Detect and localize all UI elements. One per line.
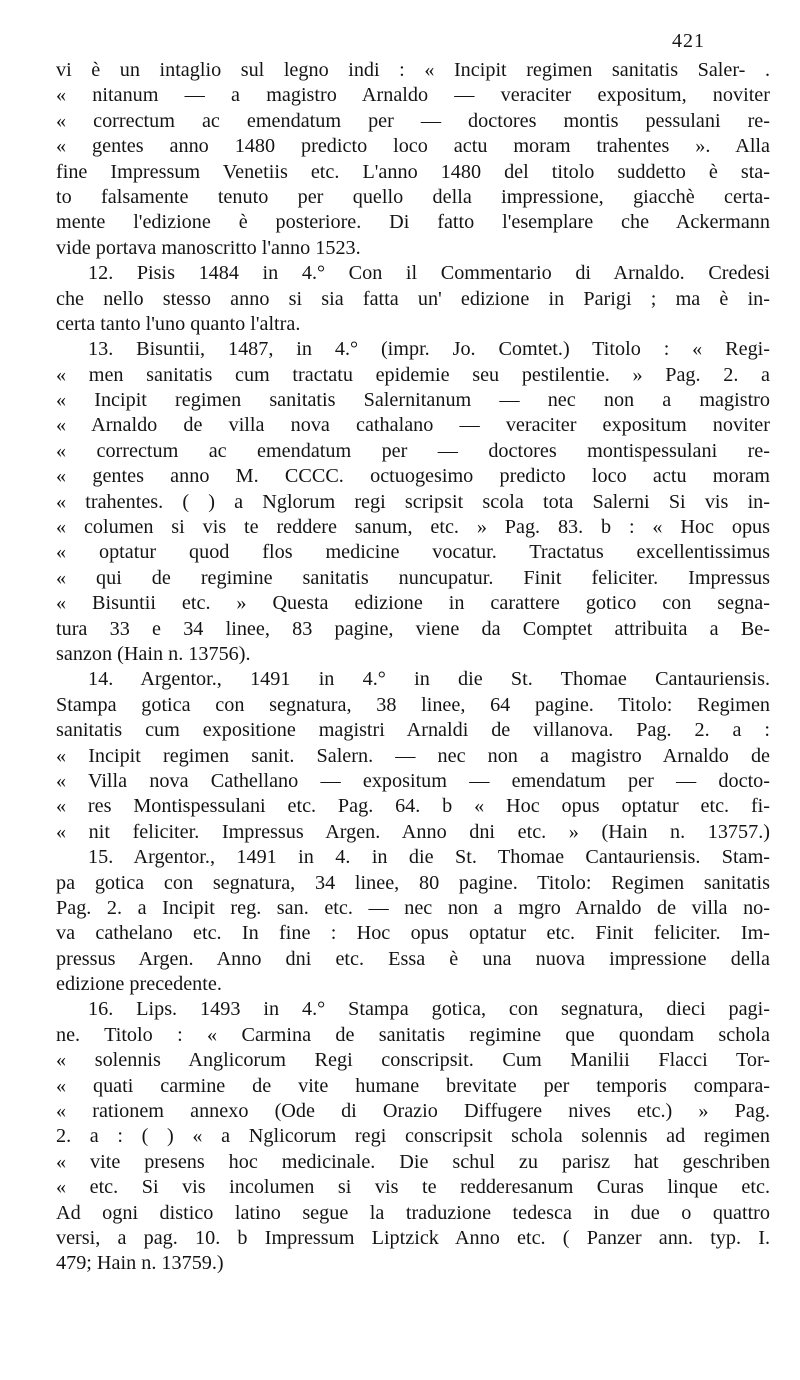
text-line: « solennis Anglicorum Regi conscripsit. Cum Manilii Flacci Tor- — [56, 1049, 770, 1072]
text-line: tura 33 e 34 linee, 83 pagine, viene da Comptet attribuita a Be- — [56, 617, 770, 640]
text-line: Stampa gotica con segnatura, 38 linee, 64 pagine. Titolo: Regimen — [56, 693, 770, 716]
text-line: « optatur quod flos medicine vocatur. Tractatus excellentissimus — [56, 541, 770, 564]
text-line: sanitatis cum expositione magistri Arnaldi de villanova. Pag. 2. a : — [56, 719, 770, 742]
text-line: pressus Argen. Anno dni etc. Essa è una nuova impressione della — [56, 947, 770, 970]
text-line: sanzon (Hain n. 13756). — [56, 642, 251, 665]
text-line: 16. Lips. 1493 in 4.° Stampa gotica, con segnatura, dieci pagi- — [88, 998, 770, 1021]
text-line: to falsamente tenuto per quello della impressione, giacchè certa- — [56, 185, 770, 208]
text-line: 15. Argentor., 1491 in 4. in die St. Thomae Cantauriensis. Stam- — [88, 846, 770, 869]
text-line: 2. a : ( ) « a Nglicorum regi conscripsit schola solennis ad regimen — [56, 1125, 770, 1148]
text-line: certa tanto l'uno quanto l'altra. — [56, 312, 301, 335]
text-line: « Bisuntii etc. » Questa edizione in carattere gotico con segna- — [56, 592, 770, 615]
text-line: « quati carmine de vite humane brevitate per temporis compara- — [56, 1074, 770, 1097]
text-line: « nitanum — a magistro Arnaldo — veraciter expositum, noviter — [56, 84, 770, 107]
text-line: Ad ogni distico latino segue la traduzione tedesca in due o quattro — [56, 1201, 770, 1224]
text-line: « Incipit regimen sanitatis Salernitanum — nec non a magistro — [56, 389, 770, 412]
text-line: « nit feliciter. Impressus Argen. Anno dni etc. » (Hain n. 13757.) — [56, 820, 770, 843]
text-line: « etc. Si vis incolumen si vis te redderesanum Curas linque etc. — [56, 1176, 770, 1199]
text-line: Pag. 2. a Incipit reg. san. etc. — nec non a mgro Arnaldo de villa no- — [56, 896, 770, 919]
text-line: « correctum ac emendatum per — doctores montispessulani re- — [56, 439, 770, 462]
text-line: 479; Hain n. 13759.) — [56, 1252, 224, 1275]
text-line: vi è un intaglio sul legno indi : « Incipit regimen sanitatis Saler- . — [56, 59, 770, 81]
body-text — [56, 58, 770, 1277]
text-line: vide portava manoscritto l'anno 1523. — [56, 236, 361, 259]
text-line: « trahentes. ( ) a Nglorum regi scripsit scola tota Salerni Si vis in- — [56, 490, 770, 513]
text-line: « gentes anno 1480 predicto loco actu moram trahentes ». Alla — [56, 135, 770, 158]
text-line: « gentes anno M. CCCC. octuogesimo predicto loco actu moram — [56, 465, 770, 488]
text-line: « columen si vis te reddere sanum, etc. » Pag. 83. b : « Hoc opus — [56, 516, 770, 539]
text-line: « Arnaldo de villa nova cathalano — veraciter expositum noviter — [56, 414, 770, 437]
text-line: « vite presens hoc medicinale. Die schul zu parisz hat geschriben — [56, 1150, 770, 1173]
text-line: « qui de regimine sanitatis nuncupatur. Finit feliciter. Impressus — [56, 566, 770, 589]
text-line: « men sanitatis cum tractatu epidemie seu pestilentie. » Pag. 2. a — [56, 363, 770, 386]
text-line: va cathelano etc. In fine : Hoc opus optatur etc. Finit feliciter. Im- — [56, 922, 770, 945]
text-line: « rationem annexo (Ode di Orazio Diffugere nives etc.) » Pag. — [56, 1100, 770, 1123]
text-line: versi, a pag. 10. b Impressum Liptzick Anno etc. ( Panzer ann. typ. I. — [56, 1226, 770, 1249]
text-line: « Incipit regimen sanit. Salern. — nec non a magistro Arnaldo de — [56, 744, 770, 767]
text-line: ne. Titolo : « Carmina de sanitatis regimine que quondam schola — [56, 1023, 770, 1046]
text-line: « Villa nova Cathellano — expositum — emendatum per — docto- — [56, 769, 770, 792]
text-line: 14. Argentor., 1491 in 4.° in die St. Thomae Cantauriensis. — [88, 668, 770, 691]
text-line: fine Impressum Venetiis etc. L'anno 1480 del titolo suddetto è sta- — [56, 160, 770, 183]
text-line: « res Montispessulani etc. Pag. 64. b « Hoc opus optatur etc. fi- — [56, 795, 770, 818]
text-line: che nello stesso anno si sia fatta un' edizione in Parigi ; ma è in- — [56, 287, 770, 310]
text-line: pa gotica con segnatura, 34 linee, 80 pagine. Titolo: Regimen sanitatis — [56, 871, 770, 894]
text-line: mente l'edizione è posteriore. Di fatto l'esemplare che Ackermann — [56, 211, 770, 234]
text-line: 13. Bisuntii, 1487, in 4.° (impr. Jo. Comtet.) Titolo : « Regi- — [88, 338, 770, 361]
text-line: 12. Pisis 1484 in 4.° Con il Commentario di Arnaldo. Credesi — [88, 262, 770, 285]
text-line: « correctum ac emendatum per — doctores montis pessulani re- — [56, 109, 770, 132]
page-number: 421 — [672, 30, 705, 52]
text-line: edizione precedente. — [56, 973, 222, 996]
